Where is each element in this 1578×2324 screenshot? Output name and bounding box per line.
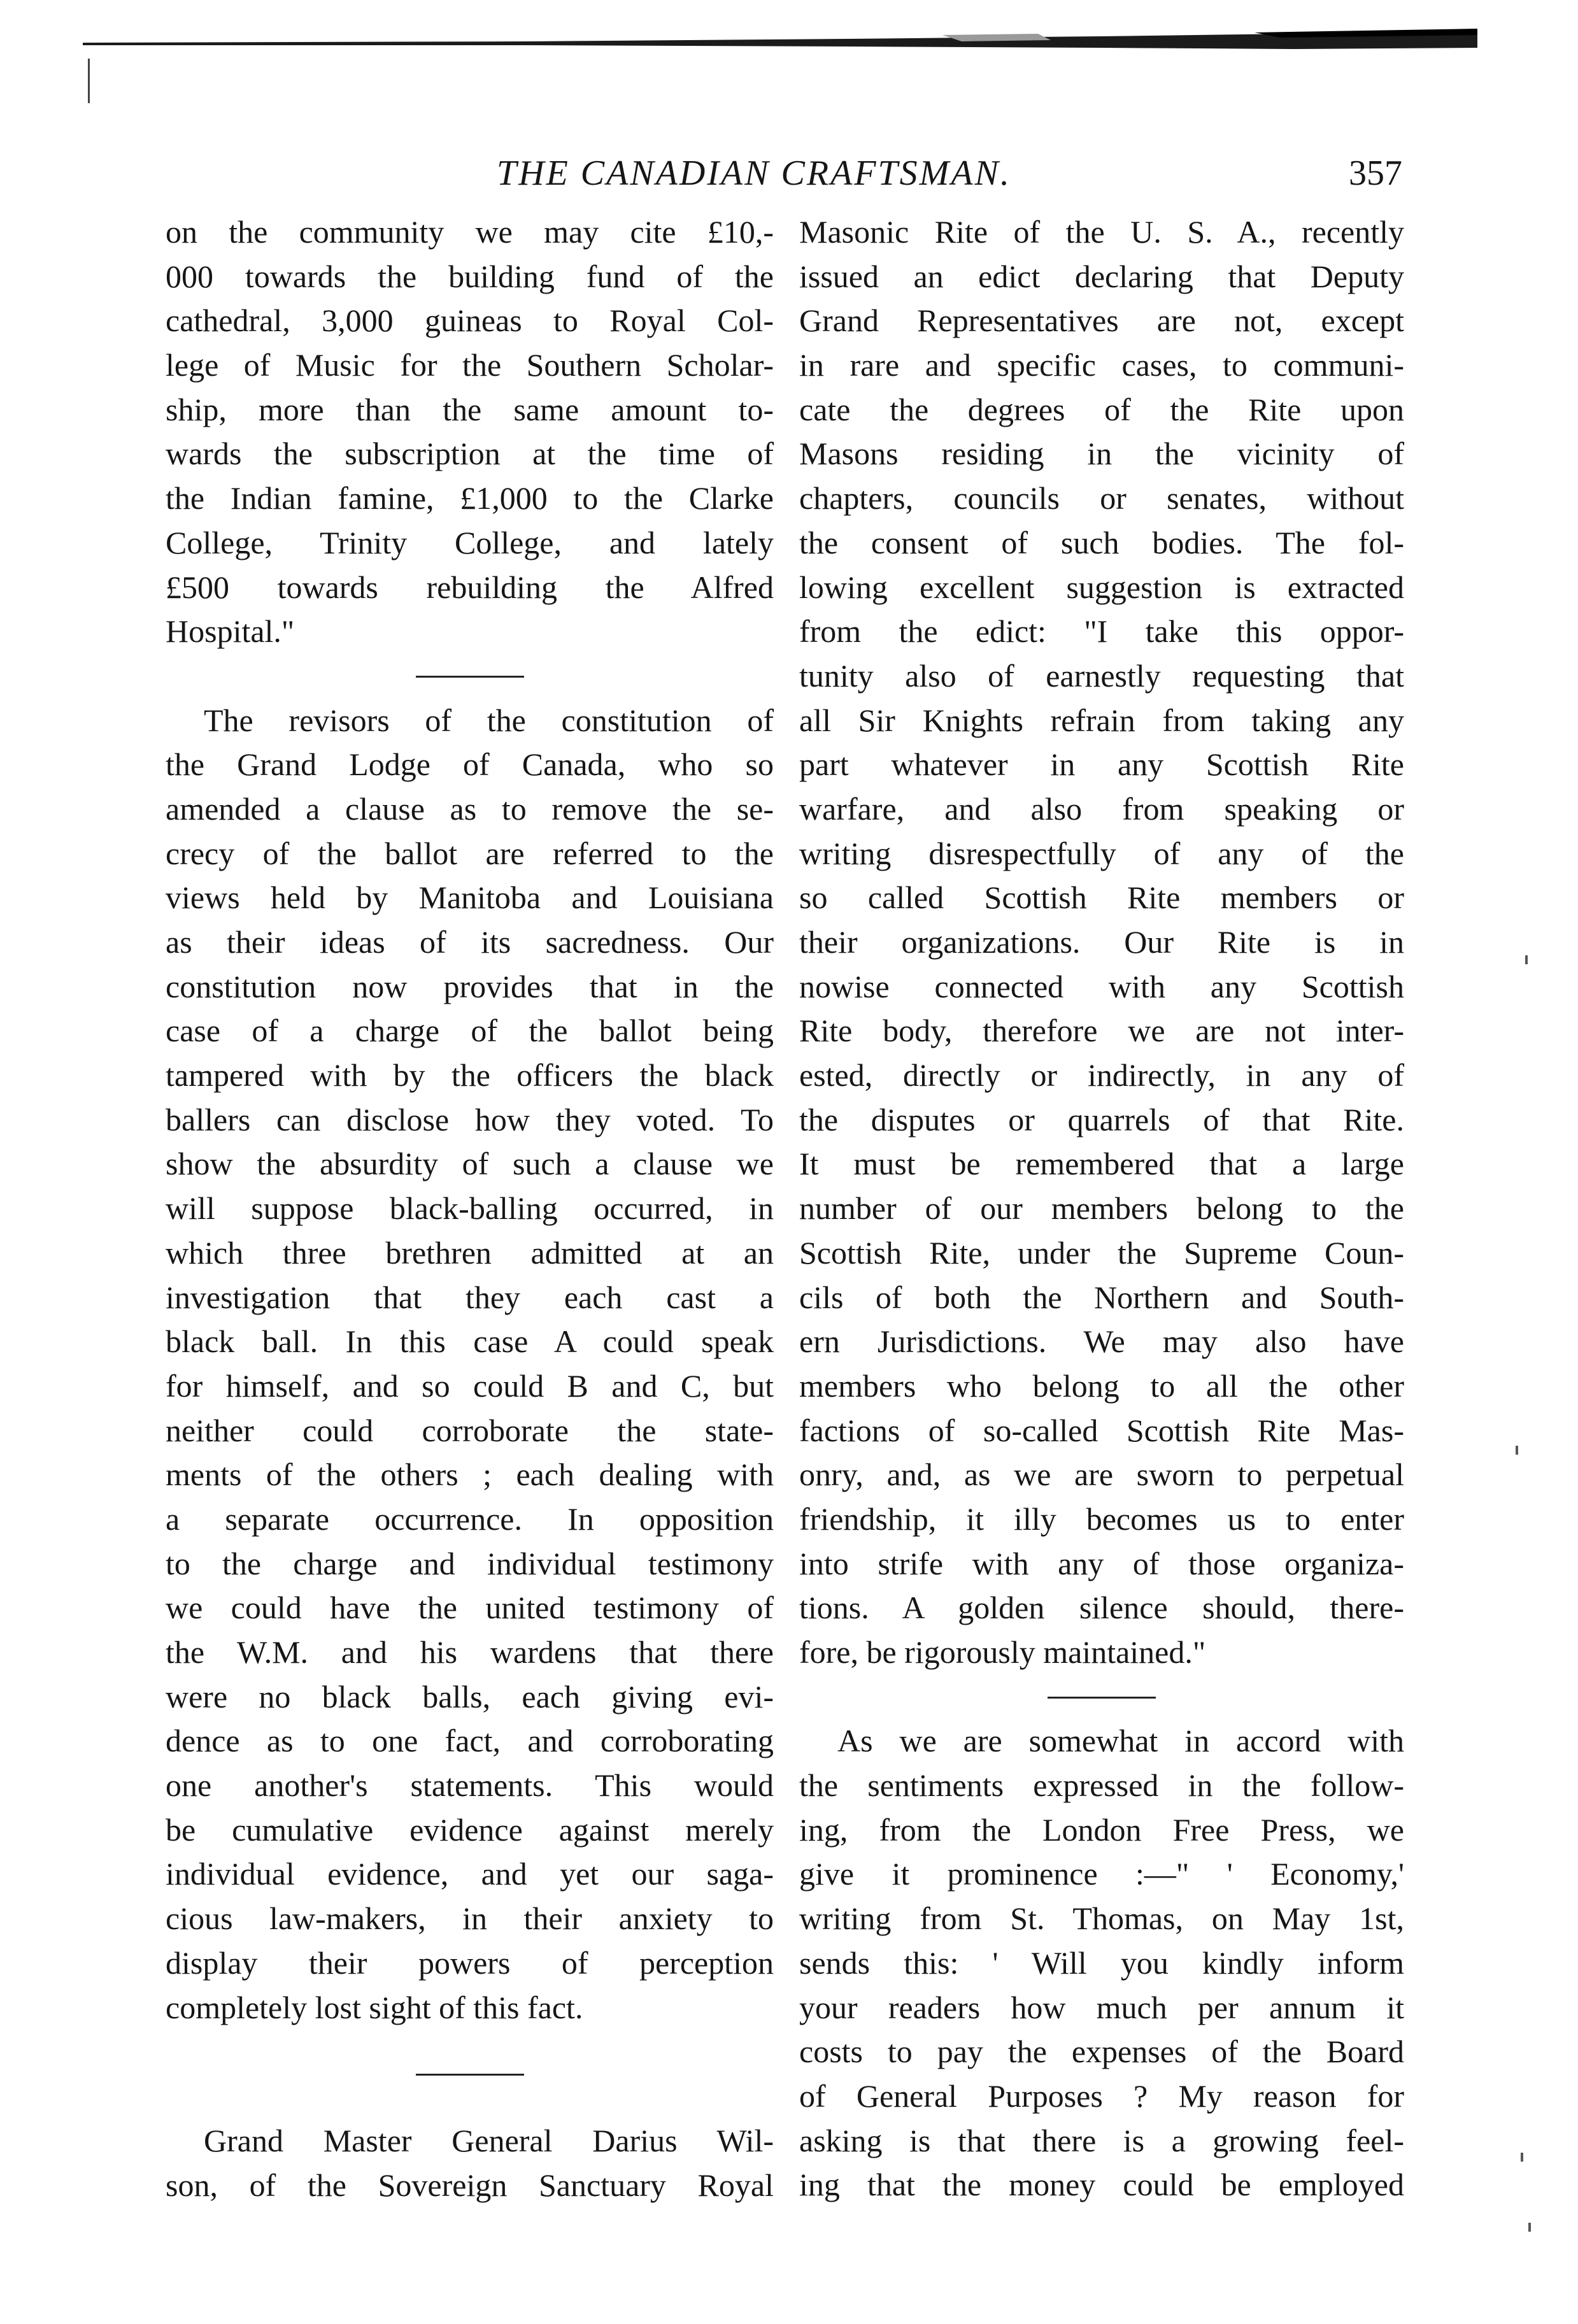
text-line: nowise connected with any Scottish [799,968,1404,1004]
scan-speck [1516,1446,1518,1455]
text-line: wards the subscription at the time of [166,436,774,472]
spacer [166,2030,774,2052]
text-line: lege of Music for the Southern Scholar- [166,347,774,383]
text-line: lowing excellent suggestion is extracted [799,569,1404,605]
text-line: number of our members belong to the [799,1190,1404,1227]
text-line: the Indian famine, £1,000 to the Clarke [166,480,774,517]
text-line: ing, from the London Free Press, we [799,1811,1404,1848]
text-line: in rare and specific cases, to communi- [799,347,1404,383]
text-line: Hospital." [166,613,295,650]
scan-speck [1521,2153,1523,2162]
text-line: tions. A golden silence should, there- [799,1590,1404,1626]
text-line: warfare, and also from speaking or [799,790,1404,827]
text-line: College, Trinity College, and lately [166,524,774,560]
paragraph-darius-wilson [166,2119,774,2207]
text-line: £500 towards rebuilding the Alfred [166,569,774,605]
page-number: 357 [1349,153,1402,193]
text-line: It must be remembered that a large [799,1146,1404,1182]
spacer [166,2097,774,2119]
text-line: so called Scottish Rite members or [799,880,1404,916]
text-line: for himself, and so could B and C, but [166,1367,774,1404]
text-line: Grand Representatives are not, except [799,303,1404,339]
text-line: factions of so-called Scottish Rite Mas- [799,1412,1404,1448]
text-line: black ball. In this case A could speak [166,1323,774,1360]
paragraph-free-press-letter [799,1719,1404,2207]
text-line: part whatever in any Scottish Rite [799,746,1404,783]
text-line: one another's statements. This would [166,1767,774,1804]
left-column [166,210,774,2207]
text-line: completely lost sight of this fact. [166,1989,583,2025]
text-line: son, of the Sovereign Sanctuary Royal [166,2167,774,2203]
text-line: their organizations. Our Rite is in [799,924,1404,960]
top-border-rule [83,29,1477,52]
text-line: ballers can disclose how they voted. To [166,1101,774,1137]
text-line: which three brethren admitted at an [166,1234,774,1271]
text-line: cate the degrees of the Rite upon [799,391,1404,427]
text-line: from the edict: "I take this oppor- [799,613,1404,650]
section-divider [799,1675,1404,1720]
scan-speck [1525,955,1528,964]
running-title: THE CANADIAN CRAFTSMAN. [497,153,1011,193]
text-line: cious law-makers, in their anxiety to [166,1900,774,1937]
paragraph-cathedral-donations [166,210,774,654]
text-line: individual evidence, and yet our saga- [166,1856,774,1892]
text-line: friendship, it illy becomes us to enter [799,1501,1404,1537]
text-line: display their powers of perception [166,1944,774,1981]
text-line: give it prominence :—" ' Economy,' [799,1856,1404,1892]
text-line: the sentiments expressed in the follow- [799,1767,1404,1804]
text-line: your readers how much per annum it [799,1989,1404,2025]
text-line: ing that the money could be employed [799,2167,1404,2203]
section-divider [166,654,774,699]
text-line: dence as to one fact, and corroborating [166,1723,774,1759]
text-line: Scottish Rite, under the Supreme Coun- [799,1234,1404,1271]
text-line: Rite body, therefore we are not inter- [799,1013,1404,1049]
text-line: cils of both the Northern and South- [799,1279,1404,1315]
text-line: be cumulative evidence against merely [166,1811,774,1848]
text-line: the Grand Lodge of Canada, who so [166,746,774,783]
text-line: a separate occurrence. In opposition [166,1501,774,1537]
text-line: constitution now provides that in the [166,968,774,1004]
text-line: onry, and, as we are sworn to perpetual [799,1457,1404,1493]
scan-speck [1528,2223,1531,2232]
text-line: members who belong to all the other [799,1367,1404,1404]
text-line: fore, be rigorously maintained." [799,1634,1206,1670]
text-line: As we are somewhat in accord with [837,1723,1404,1759]
text-line: ested, directly or indirectly, in any of [799,1057,1404,1094]
text-line: tampered with by the officers the black [166,1057,774,1094]
text-line: ship, more than the same amount to- [166,391,774,427]
text-line: the consent of such bodies. The fol- [799,524,1404,560]
paragraph-ballot-secrecy [166,699,774,2030]
text-line: tunity also of earnestly requesting that [799,657,1404,694]
text-line: issued an edict declaring that Deputy [799,258,1404,294]
text-line: 000 towards the building fund of the [166,258,774,294]
text-line: Masons residing in the vicinity of [799,436,1404,472]
text-line: writing from St. Thomas, on May 1st, [799,1900,1404,1937]
text-line: ments of the others ; each dealing with [166,1457,774,1493]
text-line: to the charge and individual testimony [166,1545,774,1581]
text-line: all Sir Knights refrain from taking any [799,702,1404,738]
text-line: amended a clause as to remove the se- [166,790,774,827]
text-line: show the absurdity of such a clause we [166,1146,774,1182]
paragraph-scottish-rite-edict [799,210,1404,1675]
text-line: Masonic Rite of the U. S. A., recently [799,214,1404,250]
text-line: chapters, councils or senates, without [799,480,1404,517]
text-line: cathedral, 3,000 guineas to Royal Col- [166,303,774,339]
text-line: were no black balls, each giving evi- [166,1678,774,1714]
text-line: will suppose black-balling occurred, in [166,1190,774,1227]
text-line: The revisors of the constitution of [204,702,774,738]
text-line: into strife with any of those organiza- [799,1545,1404,1581]
running-head [0,148,1578,199]
text-line: costs to pay the expenses of the Board [799,2034,1404,2070]
text-line: of General Purposes ? My reason for [799,2078,1404,2114]
right-column [799,210,1404,2207]
text-line: neither could corroborate the state- [166,1412,774,1448]
section-divider [166,2052,774,2097]
text-line: case of a charge of the ballot being [166,1013,774,1049]
text-line: the disputes or quarrels of that Rite. [799,1101,1404,1137]
text-line: writing disrespectfully of any of the [799,835,1404,871]
text-line: on the community we may cite £10,- [166,214,774,250]
margin-tick [88,59,90,103]
text-line: investigation that they each cast a [166,1279,774,1315]
text-line: ern Jurisdictions. We may also have [799,1323,1404,1360]
text-line: as their ideas of its sacredness. Our [166,924,774,960]
text-line: views held by Manitoba and Louisiana [166,880,774,916]
text-line: we could have the united testimony of [166,1590,774,1626]
text-line: crecy of the ballot are referred to the [166,835,774,871]
text-line: sends this: ' Will you kindly inform [799,1944,1404,1981]
text-line: asking is that there is a growing feel- [799,2122,1404,2158]
text-line: the W.M. and his wardens that there [166,1634,774,1670]
text-line: Grand Master General Darius Wil- [204,2122,774,2158]
